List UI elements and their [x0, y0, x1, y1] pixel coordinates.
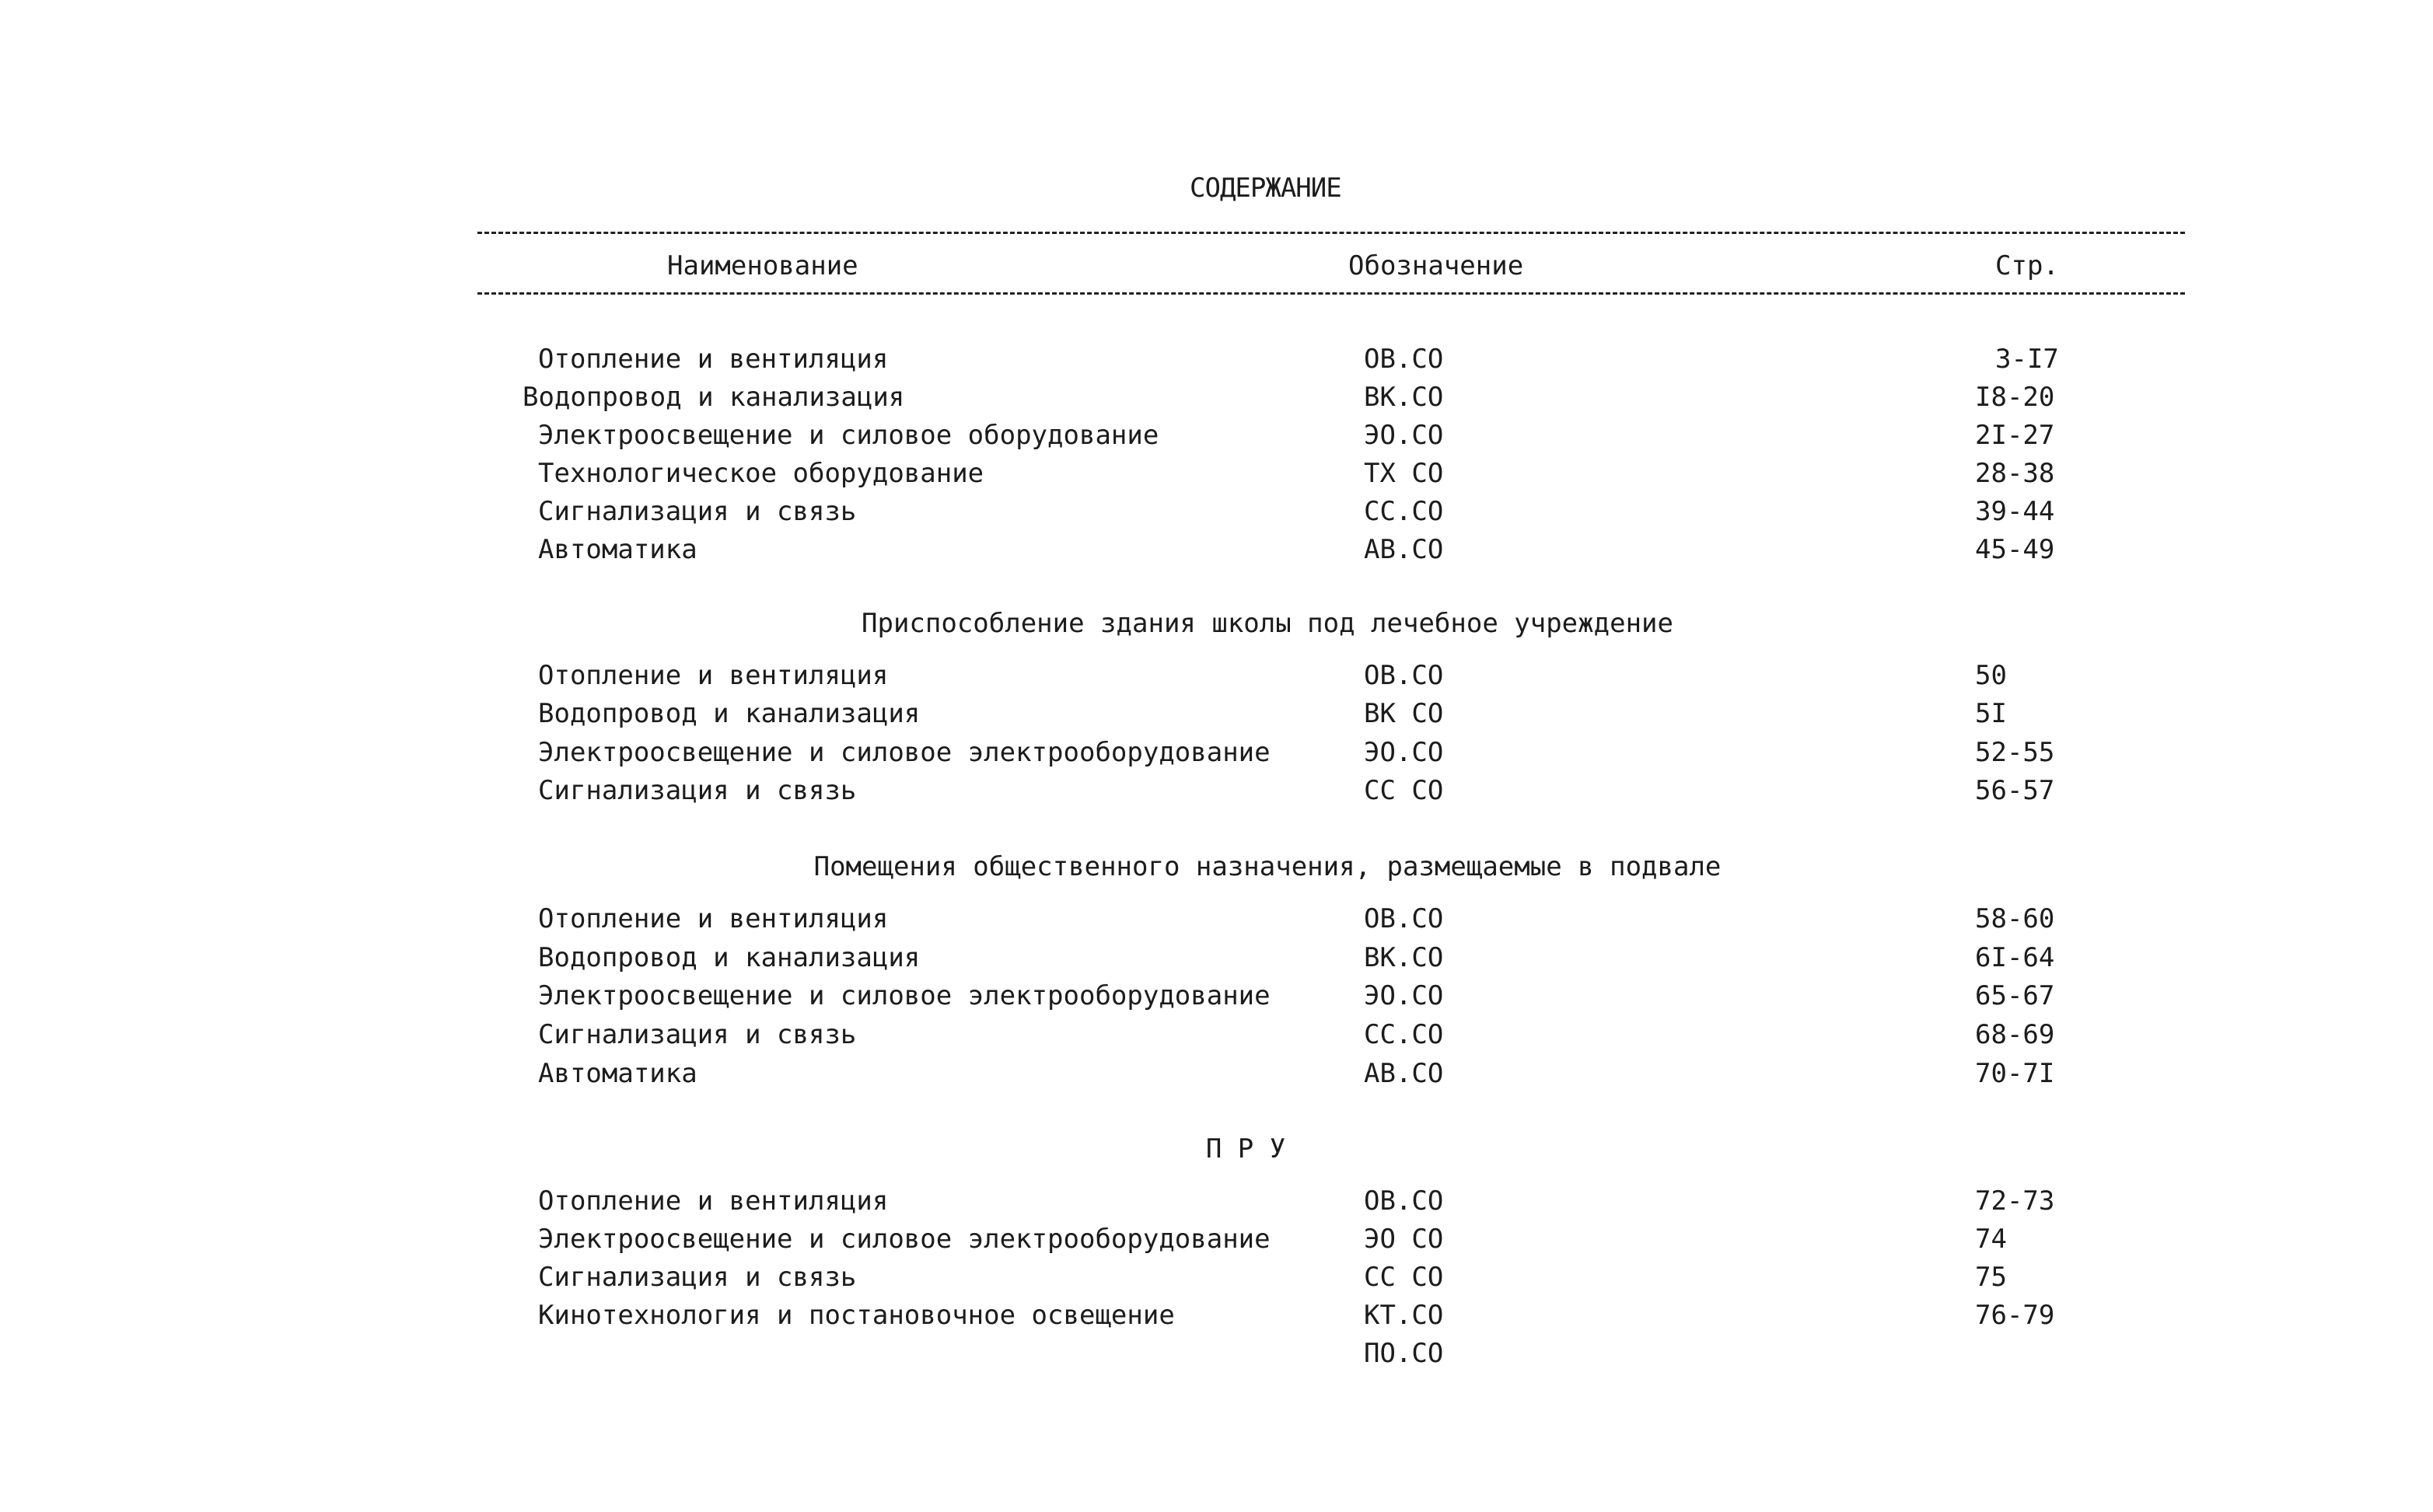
toc-item-code: ПО.СО — [1364, 1338, 1444, 1369]
toc-row — [0, 454, 2433, 493]
toc-item-page: 76-79 — [1975, 1300, 2055, 1331]
toc-item-code: ОВ.СО — [1364, 660, 1444, 691]
toc-item-name: Водопровод и канализация — [538, 698, 921, 729]
toc-row — [0, 733, 2433, 772]
toc-item-name: Технологическое оборудование — [538, 458, 984, 489]
toc-item-page: 52-55 — [1975, 737, 2055, 768]
toc-item-code: ЭО СО — [1364, 1224, 1444, 1255]
toc-item-page: 28-38 — [1975, 458, 2055, 489]
toc-item-code: ВК.СО — [1364, 382, 1444, 413]
toc-item-page: 2I-27 — [1975, 420, 2055, 451]
toc-item-name: Автоматика — [538, 1058, 697, 1089]
toc-item-name: Водопровод и канализация — [523, 382, 905, 413]
toc-item-code: АВ.СО — [1364, 1058, 1444, 1089]
toc-item-name: Электроосвещение и силовое оборудование — [538, 420, 1159, 451]
header-bottom-rule — [477, 292, 2185, 295]
toc-item-code: ТХ СО — [1364, 458, 1444, 489]
toc-row — [0, 1296, 2433, 1335]
toc-item-page: 3-I7 — [1995, 344, 2059, 375]
toc-row — [0, 530, 2433, 569]
toc-item-name: Сигнализация и связь — [538, 496, 857, 527]
toc-row — [0, 1054, 2433, 1093]
toc-item-page: 58-60 — [1975, 903, 2055, 934]
toc-item-page: 74 — [1975, 1224, 2007, 1255]
toc-item-code: СС.СО — [1364, 1019, 1444, 1050]
toc-row — [0, 416, 2433, 455]
toc-item-code: ВК.СО — [1364, 942, 1444, 973]
toc-item-code: КТ.СО — [1364, 1300, 1444, 1331]
toc-item-page: 70-7I — [1975, 1058, 2055, 1089]
toc-item-page: 72-73 — [1975, 1186, 2055, 1217]
toc-row — [0, 899, 2433, 938]
toc-item-code: СС.СО — [1364, 496, 1444, 527]
toc-row — [0, 656, 2433, 695]
toc-item-code: ЭО.СО — [1364, 420, 1444, 451]
toc-item-code: ОВ.СО — [1364, 903, 1444, 934]
toc-item-code: ЭО.СО — [1364, 980, 1444, 1011]
header-top-rule — [477, 232, 2185, 234]
toc-row — [0, 340, 2433, 379]
section-heading: П Р У — [1205, 1133, 1286, 1165]
toc-item-name: Отопление и вентиляция — [538, 903, 889, 934]
toc-item-name: Электроосвещение и силовое электрооборудование — [538, 980, 1271, 1011]
toc-item-page: 39-44 — [1975, 496, 2055, 527]
toc-item-code: СС СО — [1364, 1262, 1444, 1293]
column-header-code: Обозначение — [1348, 250, 1524, 281]
toc-item-page: 6I-64 — [1975, 942, 2055, 973]
toc-row — [0, 1220, 2433, 1259]
toc-item-page: 68-69 — [1975, 1019, 2055, 1050]
toc-item-page: 56-57 — [1975, 775, 2055, 806]
toc-row — [0, 492, 2433, 531]
toc-item-page: 50 — [1975, 660, 2007, 691]
toc-item-code: СС СО — [1364, 775, 1444, 806]
column-header-name: Наименование — [667, 250, 858, 281]
toc-item-page: 45-49 — [1975, 534, 2055, 565]
toc-item-page: 5I — [1975, 698, 2007, 729]
toc-item-code: ЭО.СО — [1364, 737, 1444, 768]
toc-row — [0, 378, 2433, 417]
toc-item-name: Водопровод и канализация — [538, 942, 921, 973]
toc-item-name: Сигнализация и связь — [538, 1019, 857, 1050]
toc-item-page: 75 — [1975, 1262, 2007, 1293]
toc-item-name: Сигнализация и связь — [538, 775, 857, 806]
toc-row — [0, 1258, 2433, 1297]
page-title: СОДЕРЖАНИЕ — [1190, 173, 1341, 204]
toc-row — [0, 771, 2433, 810]
toc-item-name: Отопление и вентиляция — [538, 1186, 889, 1217]
section-heading: Помещения общественного назначения, размещаемые в подвале — [813, 851, 1722, 882]
toc-row — [0, 1334, 2433, 1373]
toc-row — [0, 976, 2433, 1015]
toc-item-code: АВ.СО — [1364, 534, 1444, 565]
toc-row — [0, 938, 2433, 977]
toc-item-name: Отопление и вентиляция — [538, 660, 889, 691]
section-heading: Приспособление здания школы под лечебное учреждение — [862, 608, 1673, 639]
toc-item-code: ВК СО — [1364, 698, 1444, 729]
column-header-page: Стр. — [1995, 250, 2059, 281]
toc-item-code: ОВ.СО — [1364, 1186, 1444, 1217]
toc-item-page: I8-20 — [1975, 382, 2055, 413]
toc-item-name: Отопление и вентиляция — [538, 344, 889, 375]
toc-item-name: Кинотехнология и постановочное освещение — [538, 1300, 1175, 1331]
toc-item-code: ОВ.СО — [1364, 344, 1444, 375]
toc-item-name: Автоматика — [538, 534, 697, 565]
toc-row — [0, 694, 2433, 733]
toc-row — [0, 1015, 2433, 1054]
toc-row — [0, 1182, 2433, 1220]
toc-item-name: Электроосвещение и силовое электрооборудование — [538, 737, 1271, 768]
toc-item-name: Электроосвещение и силовое электрооборудование — [538, 1224, 1271, 1255]
toc-item-name: Сигнализация и связь — [538, 1262, 857, 1293]
toc-item-page: 65-67 — [1975, 980, 2055, 1011]
